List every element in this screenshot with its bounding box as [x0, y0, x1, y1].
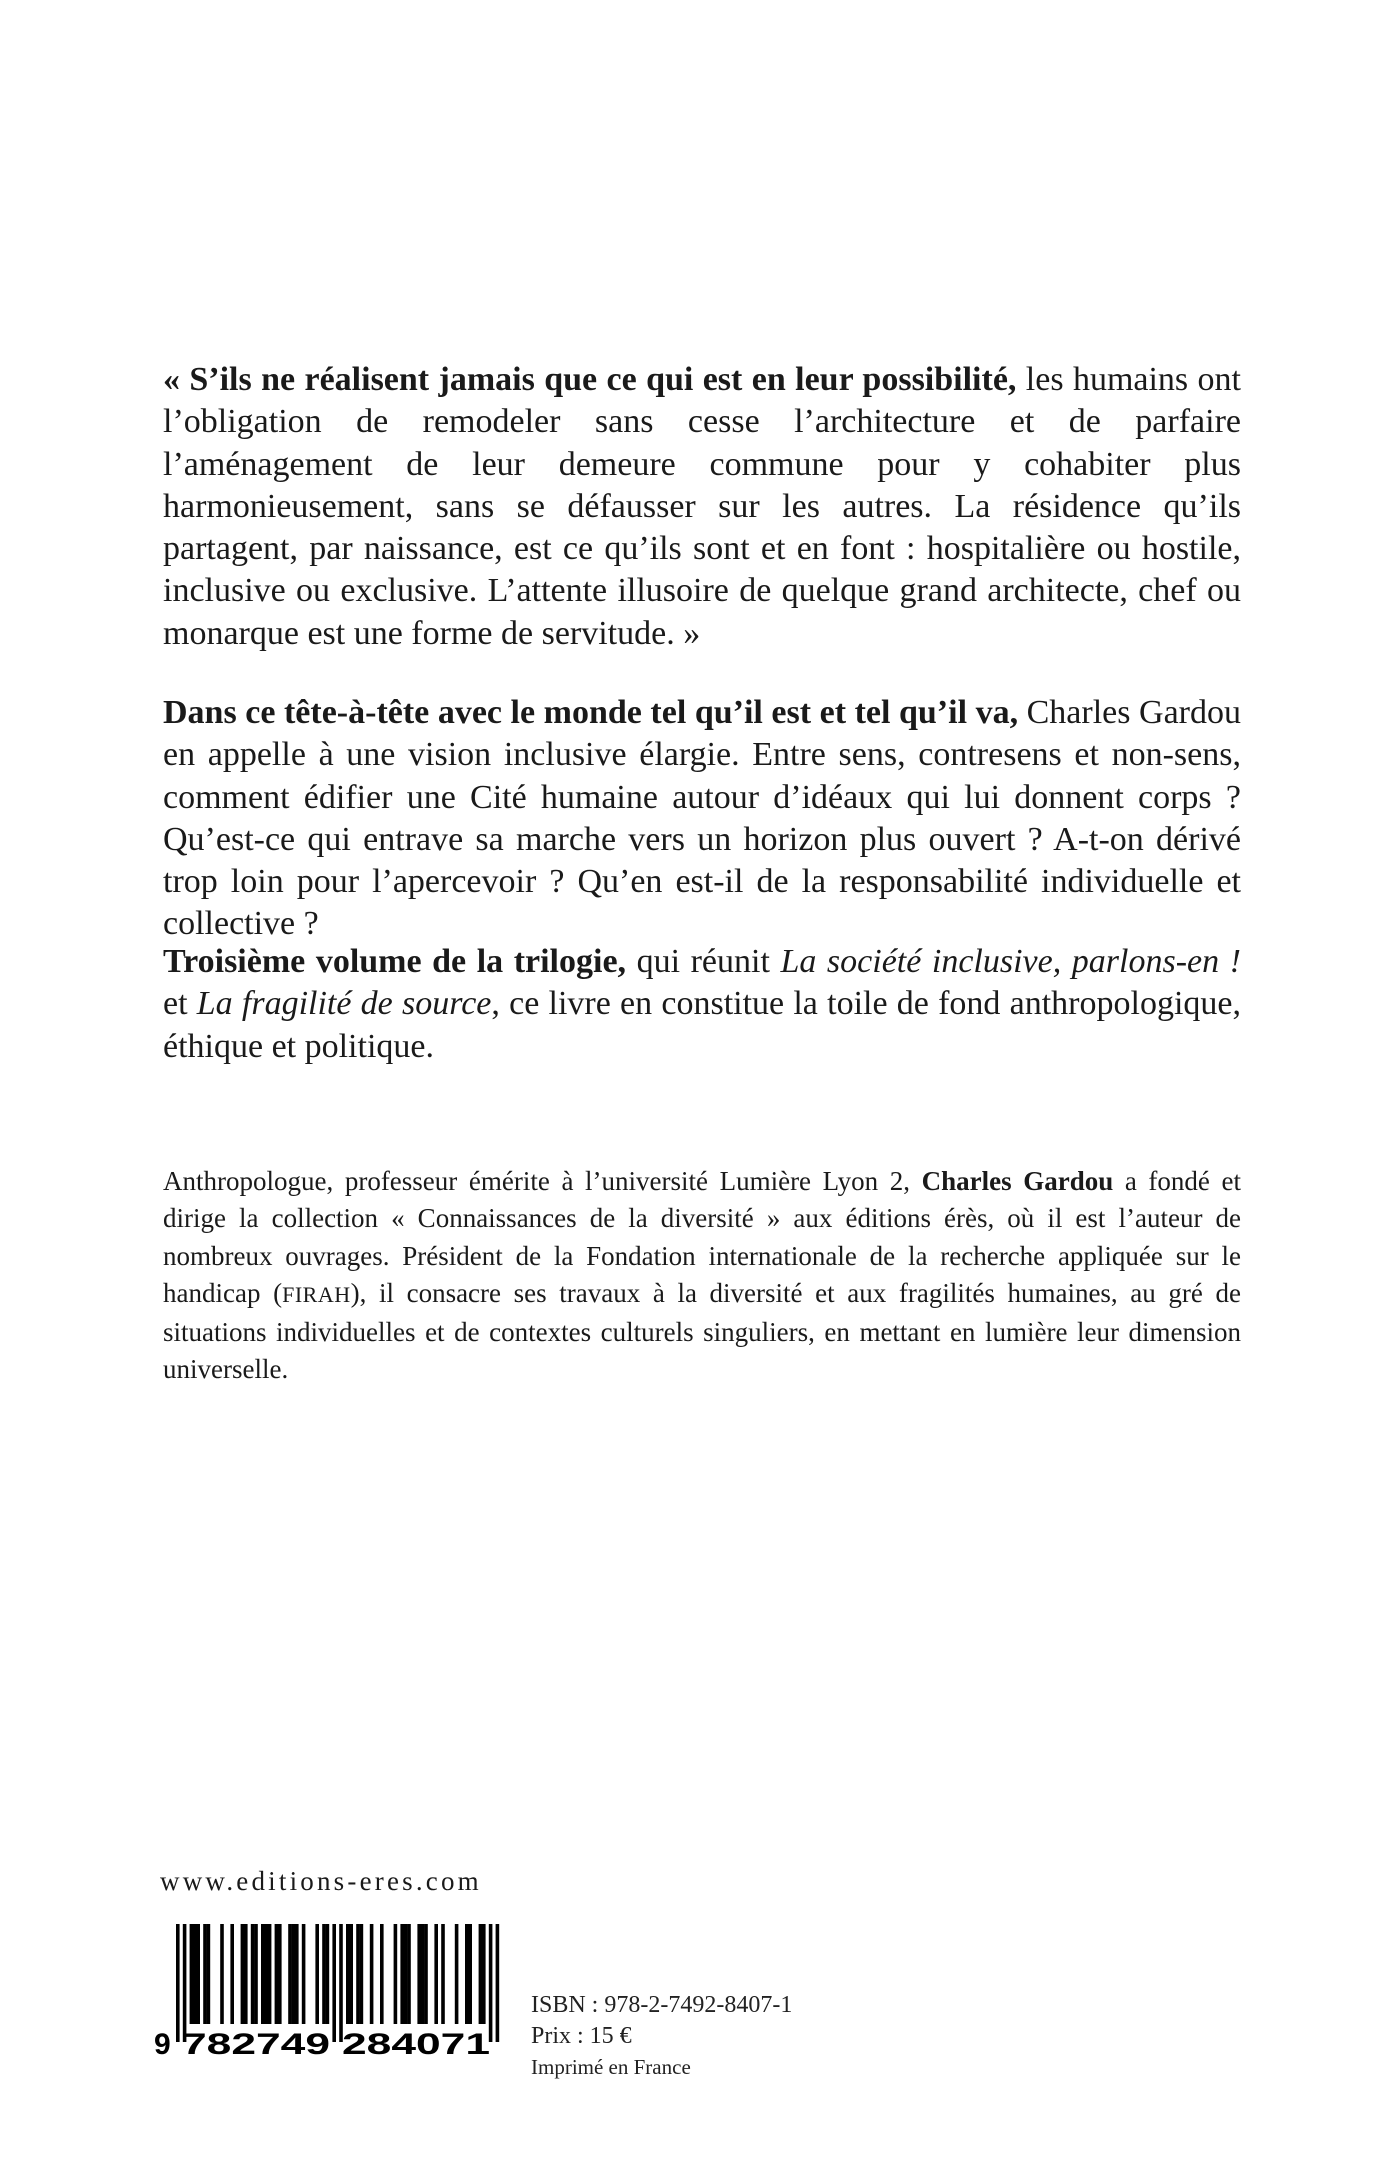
barcode-bar — [339, 1924, 343, 2042]
barcode-bar — [326, 1924, 330, 2024]
barcode-bar — [241, 1924, 245, 2024]
bio-text-1: Anthropologue, professeur émérite à l’université Lumière Lyon 2, — [163, 1166, 922, 1196]
barcode-bar — [315, 1924, 319, 2024]
barcode-bar — [278, 1924, 282, 2024]
barcode-bar — [203, 1924, 207, 2024]
isbn-number: ISBN : 978-2-7492-8407-1 — [531, 1992, 793, 2018]
barcode-bar — [207, 1924, 211, 2024]
barcode-bar — [292, 1924, 296, 2024]
barcode-bar — [455, 1924, 459, 2024]
barcode-bar — [176, 1924, 180, 2042]
bio-text-3: ), il consacre ses travaux à la diversité et aux fragilités humaines, au gré de situations individuelles et de contextes culturels singuliers, en mettant en lumière leur dimension universelle. — [163, 1278, 1241, 1385]
isbn-barcode — [152, 1920, 510, 2058]
trilogy-paragraph — [163, 941, 1241, 1068]
barcode-bar — [196, 1924, 200, 2024]
barcode-bar — [268, 1924, 272, 2024]
barcode-bar — [400, 1924, 404, 2024]
barcode-bar — [322, 1924, 326, 2024]
barcode-bar — [417, 1924, 421, 2024]
barcode-bar — [332, 1924, 336, 2042]
barcode-graphic — [152, 1920, 510, 2058]
barcode-right-digits: 284071 — [342, 2028, 490, 2058]
barcode-bar — [434, 1924, 438, 2024]
trilogy-text-1: qui réunit — [626, 943, 781, 980]
barcode-bar — [183, 1924, 187, 2042]
barcode-bar — [349, 1924, 353, 2024]
printed-in: Imprimé en France — [531, 2055, 691, 2079]
quote-bold-lead: « S’ils ne réalisent jamais que ce qui est en leur possibilité, — [163, 361, 1017, 398]
barcode-bar — [468, 1924, 472, 2024]
barcode-bar — [220, 1924, 224, 2024]
bio-author-name: Charles Gardou — [921, 1166, 1114, 1196]
vision-bold-lead: Dans ce tête-à-tête avec le monde tel qu’il est et tel qu’il va, — [163, 694, 1019, 731]
barcode-bar — [407, 1924, 411, 2024]
trilogy-bold-lead: Troisième volume de la trilogie, — [163, 943, 627, 980]
author-bio — [163, 1163, 1241, 1388]
barcode-bar — [394, 1924, 398, 2024]
barcode-bar — [190, 1924, 194, 2024]
barcode-bar — [465, 1924, 469, 2024]
barcode-bar — [302, 1924, 306, 2024]
barcode-bar — [346, 1924, 350, 2024]
trilogy-title-1: La société inclusive, parlons-en ! — [780, 943, 1241, 980]
barcode-bar — [251, 1924, 255, 2024]
price: Prix : 15 € — [531, 2023, 632, 2049]
barcode-bar — [295, 1924, 299, 2024]
publisher-website[interactable]: www.editions-eres.com — [160, 1866, 482, 1896]
barcode-bar — [264, 1924, 268, 2024]
quote-text: les humains ont l’obligation de remodeler sans cesse l’architecture et de parfaire l’aménagement de leur demeure commune pour y cohabiter plus harmonieusement, sans se défausser sur les autres. La résidence qu’ils partagent, par naissance, est ce qu’ils sont et en font : hospitalière ou hostile, inclusive ou exclusive. L’attente illusoire de quelque grand architecte, chef ou monarque est une forme de servitude. » — [163, 361, 1241, 652]
barcode-bar — [356, 1924, 360, 2024]
barcode-bar — [380, 1924, 384, 2024]
barcode-bar — [424, 1924, 428, 2024]
barcode-bar — [360, 1924, 364, 2024]
barcode-bars — [176, 1924, 499, 2042]
barcode-bar — [244, 1924, 248, 2024]
isbn-info — [531, 1990, 792, 2083]
barcode-bar — [441, 1924, 445, 2024]
barcode-bar — [404, 1924, 408, 2024]
barcode-bar — [193, 1924, 197, 2024]
bio-text-2: a fondé et dirige la collection « Connaissances de la diversité » aux éditions érès, où il est l’auteur de nombreux ouvrages. Président de la Fondation internationale de la recherche appliquée sur le handicap ( — [163, 1166, 1241, 1309]
barcode-bar — [261, 1924, 265, 2024]
barcode-bar — [275, 1924, 279, 2024]
barcode-bar — [479, 1924, 483, 2024]
barcode-bar — [370, 1924, 374, 2024]
barcode-bar — [254, 1924, 258, 2024]
vision-text: Charles Gardou en appelle à une vision inclusive élargie. Entre sens, contresens et non-sens, comment édifier une Cité humaine autour d’idéaux qui lui donnent corps ? Qu’est-ce qui entrave sa marche vers un horizon plus ouvert ? A-t-on dérivé trop loin pour l’apercevoir ? Qu’en est-il de la responsabilité individuelle et collective ? — [163, 694, 1242, 943]
bio-acronym: FIRAH — [282, 1282, 351, 1308]
barcode-bar — [489, 1924, 493, 2042]
quote-paragraph — [163, 359, 1241, 655]
vision-paragraph — [163, 692, 1241, 946]
barcode-bar — [230, 1924, 234, 2024]
barcode-first-digit: 9 — [154, 2028, 171, 2058]
trilogy-title-2: La fragilité de source — [196, 985, 492, 1023]
barcode-bar — [421, 1924, 425, 2024]
barcode-bar — [496, 1924, 500, 2042]
barcode-bar — [482, 1924, 486, 2024]
barcode-bar — [288, 1924, 292, 2024]
trilogy-text-3: , ce livre en constitue la toile de fond anthropologique, éthique et politique. — [163, 985, 1241, 1065]
barcode-left-digits: 782749 — [182, 2028, 330, 2058]
trilogy-text-2: et — [163, 985, 197, 1023]
